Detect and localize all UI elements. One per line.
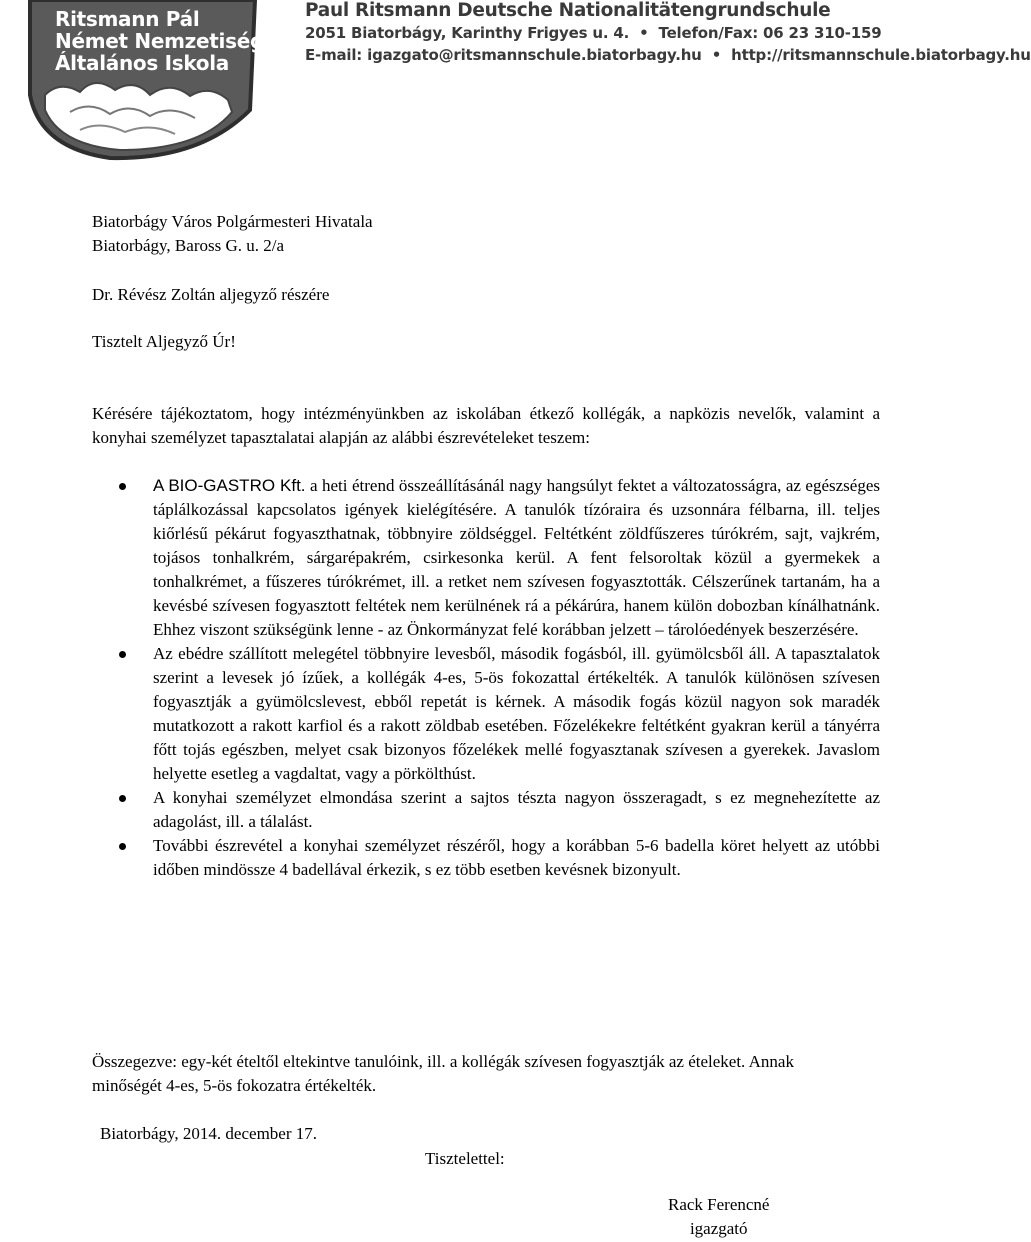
signature-title: igazgató [689, 1219, 748, 1238]
recipient-block [92, 210, 373, 258]
school-logo [0, 0, 300, 162]
recipient-line-2: Biatorbágy, Baross G. u. 2/a [92, 236, 285, 255]
company-name: A BIO-GASTRO Kft. [153, 476, 306, 495]
observation-list [92, 474, 880, 882]
bullet-icon [119, 651, 126, 658]
date-line: Biatorbágy, 2014. december 17. [100, 1124, 317, 1143]
summary-paragraph: Összegezve: egy-két ételtől eltekintve tanulóink, ill. a kollégák szívesen fogyasztják az ételeket. Annak minőségét 4-es, 5-ös fokozatra értékelték. [92, 1052, 794, 1095]
letterhead [305, 0, 1031, 66]
closing: Tisztelettel: [425, 1149, 505, 1168]
signature-block [668, 1193, 769, 1241]
logo-line-2: Német Nemzetiségi [55, 29, 271, 53]
list-item [92, 474, 880, 642]
intro-paragraph: Kérésére tájékoztatom, hogy intézményünkben az iskolában étkező kollégák, a napközis nevelők, valamint a konyhai személyzet tapasztalatai alapján az alábbi észrevételeket teszem: [92, 404, 880, 447]
school-contact-line [305, 44, 1031, 66]
list-item-text: A konyhai személyzet elmondása szerint a sajtos tészta nagyon összeragadt, s ez megnehezítette az adagolást, ill. a tálalást. [153, 788, 880, 831]
school-address-line [305, 22, 1031, 44]
list-item-text: a heti étrend összeállításánál nagy hangsúlyt fektet a változatosságra, az egészséges táplálkozással kapcsolatos igények kielégítésére. A tanulók tízóraira és uzsonnára félbarna, ill. teljes kiőrlésű pékárut fogyaszthatnak, többnyire zöldséggel. Feltétként zöldfűszeres túrókrém, sajt, vajkrém, tojásos tonhalkrém, sárgarépakrém, csirkesonka kerül. A fent felsoroltak közül a gyermekek a tonhalkrémet, a fűszeres túrókrémet, ill. a retket nem szívesen fogyasztották. Célszerűnek tartanám, ha a kevésbé szívesen fogyasztott feltétek nem kerülnének rá a pékárúra, hanem külön dobozban kínálhatnánk. Ehhez viszont szükségünk lenne - az Önkormányzat felé korábban jelzett – tárolóedények beszerzésére. [153, 476, 880, 639]
logo-line-1: Ritsmann Pál [55, 7, 200, 31]
list-item [92, 642, 880, 786]
list-item-text: További észrevétel a konyhai személyzet részéről, hogy a korábban 5-6 badella köret helyett az utóbbi időben mindössze 4 badellával érkezik, s ez több esetben kevésnek bizonyult. [153, 836, 880, 879]
school-website[interactable]: http://ritsmannschule.biatorbagy.hu [731, 46, 1031, 64]
recipient-attention: Dr. Révész Zoltán aljegyző részére [92, 285, 330, 304]
school-email[interactable]: E-mail: igazgato@ritsmannschule.biatorbagy.hu [305, 46, 702, 64]
separator-dot: • [639, 24, 649, 42]
logo-line-3: Általános Iskola [55, 51, 229, 75]
list-item [92, 786, 880, 834]
logo-lettering [55, 8, 271, 74]
school-phone: Telefon/Fax: 06 23 310-159 [658, 24, 882, 42]
school-address: 2051 Biatorbágy, Karinthy Frigyes u. 4. [305, 24, 630, 42]
recipient-line-1: Biatorbágy Város Polgármesteri Hivatala [92, 212, 373, 231]
list-item-text: Az ebédre szállított melegétel többnyire levesből, második fogásból, ill. gyümölcsből áll. A tapasztalatok szerint a levesek jó ízűek, a kollégák 4-es, 5-ös fokozattal értékelték. A tanulók különösen szívesen fogyasztják a gyümölcslevest, ebből repetát is kérnek. A második fogás közül nagyon sok maradék mutatkozott a rakott karfiol és a rakott zöldbab esetében. Főzelékekre feltétként gyakran kerül a tányérra főtt tojás egészben, melyet csak bizonyos főzelékek mellé fogyasztanak szívesen a gyerekek. Javaslom helyette esetleg a vagdaltat, vagy a pörkölthúst. [153, 644, 880, 783]
school-name-de: Paul Ritsmann Deutsche Nationalitätengrundschule [305, 0, 831, 21]
list-item [92, 834, 880, 882]
bullet-icon [119, 843, 126, 850]
bullet-icon [119, 483, 126, 490]
salutation: Tisztelt Aljegyző Úr! [92, 332, 236, 351]
bullet-icon [119, 795, 126, 802]
signature-name: Rack Ferencné [668, 1195, 770, 1214]
separator-dot: • [711, 46, 722, 64]
